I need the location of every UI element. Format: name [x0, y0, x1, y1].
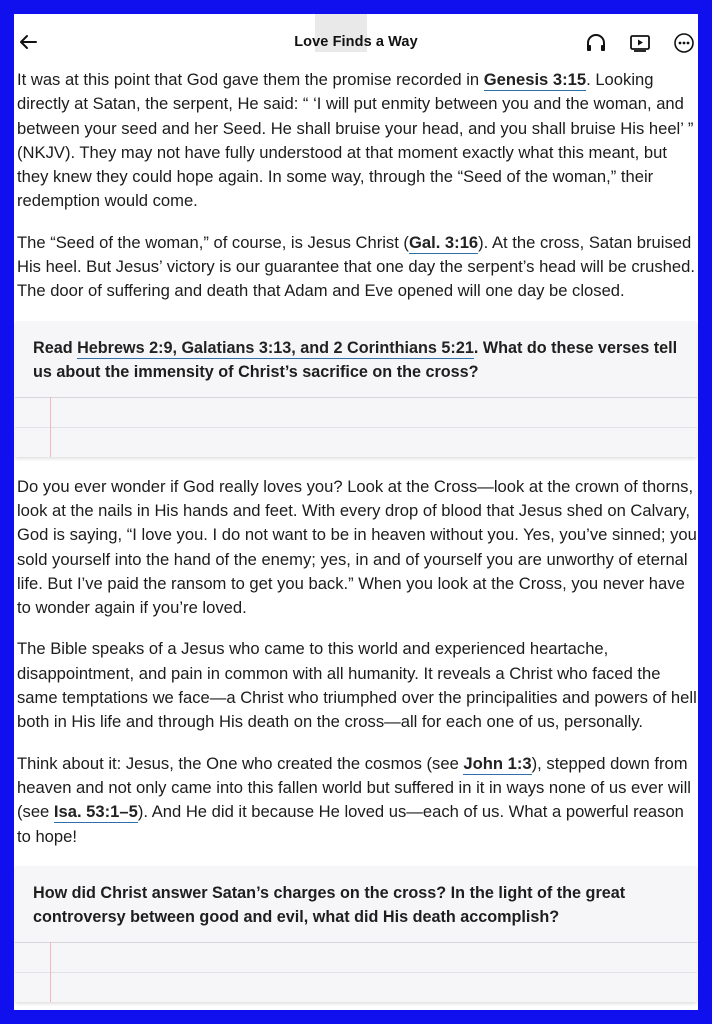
- paragraph-text: ), stepped down from heaven and not only came into this fallen world but suffered in it in ways none of us ever will (see: [17, 753, 691, 822]
- paragraph-text: ). At the cross, Satan bruised His heel. But Jesus’ victory is our guarantee that one day the serpent’s head will be crushed. The door of suffering and death that Adam and Eve opened will one day be closed.: [17, 232, 695, 301]
- page-title: Love Finds a Way: [294, 34, 418, 50]
- scripture-link[interactable]: Isa. 53:1–5: [53, 802, 138, 822]
- scripture-link[interactable]: Gal. 3:16: [408, 232, 479, 252]
- question-text: How did Christ answer Satan’s charges on the cross? In the light of the great controversy between good and evil, what did His death accomplish?: [33, 883, 626, 927]
- question-box: [15, 321, 697, 457]
- answer-field[interactable]: [15, 942, 697, 1002]
- more-options-icon[interactable]: [672, 31, 696, 55]
- paragraph: Do you ever wonder if God really loves you? Look at the Cross—look at the crown of thorns, look at the nails in His hands and feet. With every drop of blood that Jesus shed on Calvary, God is saying, “I love you. I do not want to be in heaven without you. Yes, you’ve sinned; you sold yourself into the hand of the enemy; yes, in and of yourself you are unworthy of eternal life. But I’ve paid the ransom to get you back.” When you look at the Cross, you never have to wonder again if you’re loved.: [17, 476, 697, 618]
- headphones-icon[interactable]: [584, 31, 608, 55]
- lesson-content: [17, 68, 697, 1010]
- scripture-link[interactable]: Hebrews 2:9, Galatians 3:13, and 2 Corinthians 5:21: [77, 338, 474, 357]
- paragraph-text: The “Seed of the woman,” of course, is Jesus Christ (: [17, 232, 409, 252]
- paragraph-text: Think about it: Jesus, the One who created the cosmos (see: [17, 753, 464, 773]
- question-box: [15, 866, 697, 1002]
- question-text: Read Hebrews 2:9, Galatians 3:13, and 2 Corinthians 5:21. What do these verses tell us about the immensity of Christ’s sacrifice on the cross?: [33, 338, 678, 382]
- paragraph: [17, 68, 697, 214]
- paragraph-text: It was at this point that God gave them the promise recorded in: [17, 70, 484, 89]
- paragraph-text: . Looking directly at Satan, the serpent, He said: “ ‘I will put enmity between you and the woman, and between your seed and her Seed. He shall bruise your head, and you shall bruise His heel’ ” (NKJV). They may not have fully understood at that moment exactly what this meant, but they knew they could hope again. In some way, through the “Seed of the woman,” their redemption would come.: [17, 70, 694, 211]
- scripture-link[interactable]: John 1:3: [463, 753, 532, 773]
- answer-field[interactable]: [15, 397, 697, 457]
- margin-line: [50, 397, 51, 457]
- top-bar: [14, 14, 698, 66]
- paragraph: [17, 752, 697, 849]
- app-frame: [14, 14, 698, 1010]
- paragraph: [17, 231, 697, 304]
- ruled-line: [15, 942, 697, 943]
- scripture-link[interactable]: Genesis 3:15: [483, 70, 587, 89]
- ruled-line: [15, 397, 697, 398]
- ruled-line: [15, 427, 697, 428]
- paragraph-text: ). And He did it because He loved us—each of us. What a powerful reason to hope!: [17, 802, 684, 846]
- margin-line: [50, 942, 51, 1002]
- paragraph: The Bible speaks of a Jesus who came to this world and experienced heartache, disappointment, and pain in common with all humanity. It reveals a Christ who faced the same temptations we face—a Christ who triumphed over the principalities and powers of hell both in His life and through His death on the cross—all for each one of us, personally.: [17, 639, 697, 732]
- play-video-icon[interactable]: [628, 31, 652, 55]
- ruled-line: [15, 972, 697, 973]
